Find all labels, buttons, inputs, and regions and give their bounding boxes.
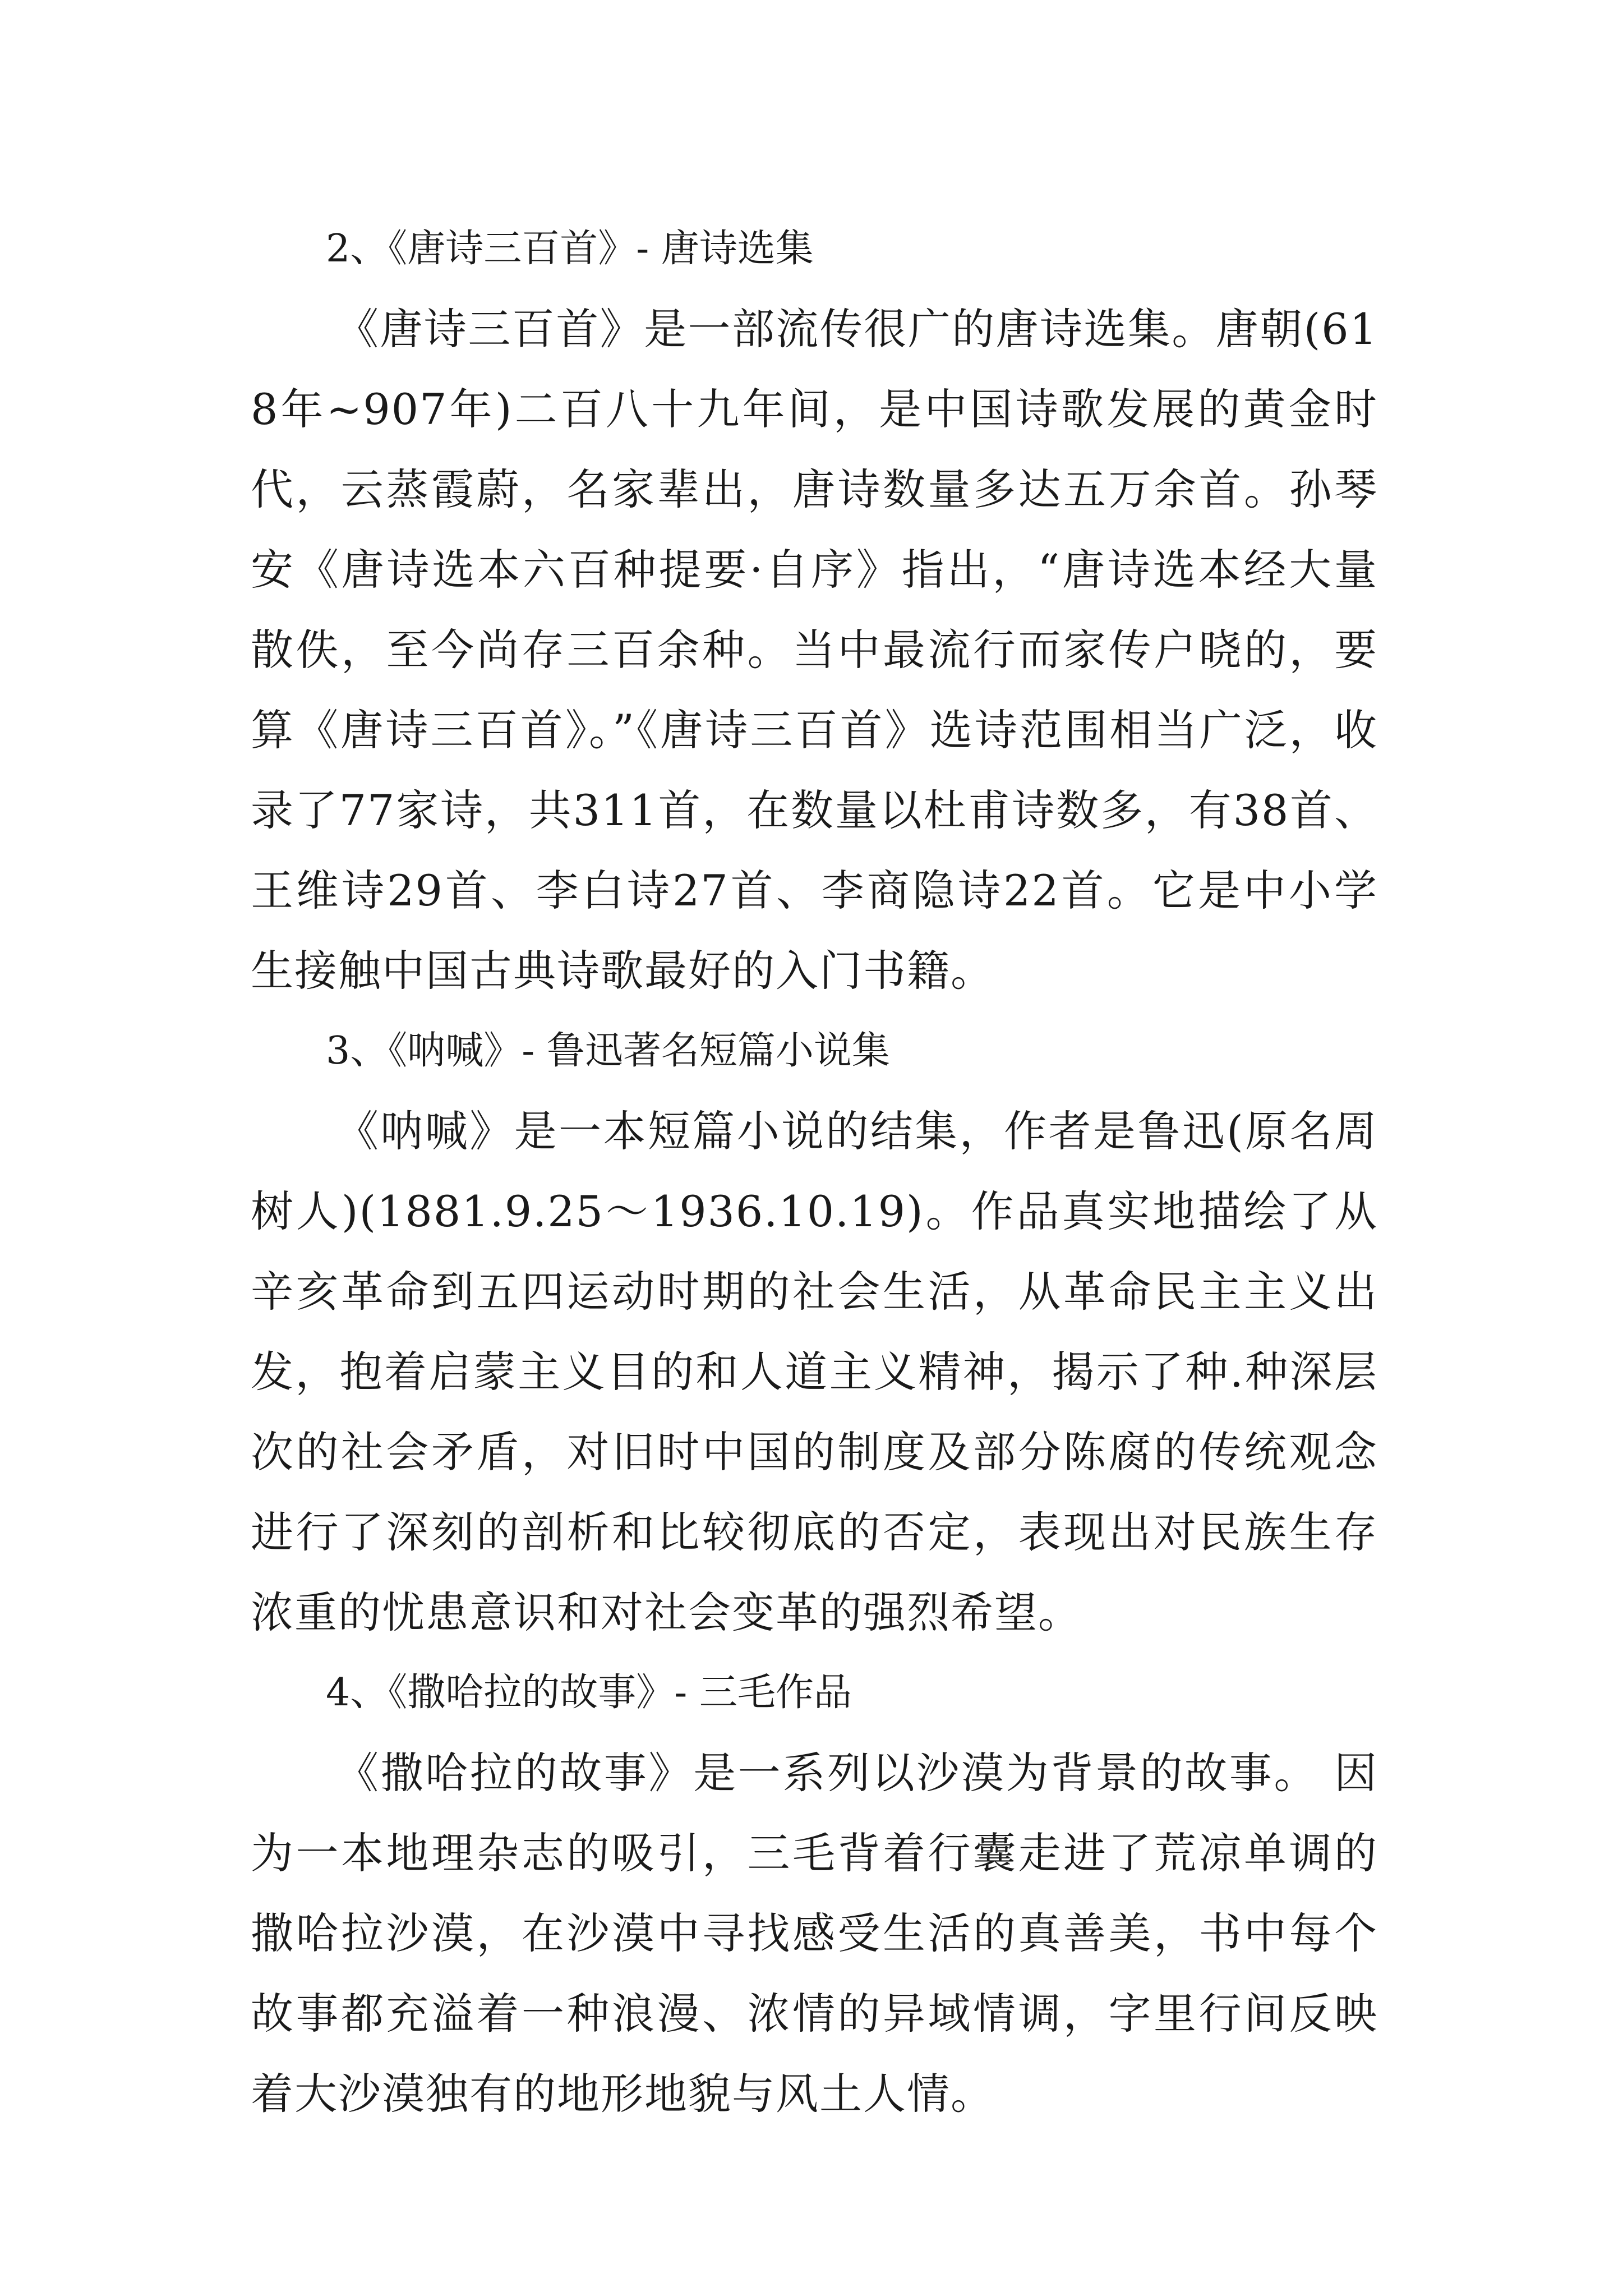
section-heading-nahan: 3、《呐喊》- 鲁迅著名短篇小说集 — [326, 1029, 890, 1073]
section-heading-tang-poems: 2、《唐诗三百首》- 唐诗选集 — [326, 227, 814, 271]
section-paragraph-nahan: 《呐喊》是一本短篇小说的结集，作者是鲁迅(原名周树人)(1881.9.25～1936.10.19)。作品真实地描绘了从辛亥革命到五四运动时期的社会生活，从革命民主主义出发，抱着启蒙主义目的和人道主义精神，揭示了种.种深层次的社会矛盾，对旧时中国的制度及部分陈腐的传统观念进行了深刻的剖析和比较彻底的否定，表现出对民族生存浓重的忧患意识和对社会变革的强烈希望。 — [251, 1106, 1378, 1637]
section-heading-sahara: 4、《撒哈拉的故事》- 三毛作品 — [326, 1671, 852, 1715]
document-body — [251, 209, 1378, 2134]
section-paragraph-tang-poems: 《唐诗三百首》是一部流传很广的唐诗选集。唐朝(618年~907年)二百八十九年间，是中国诗歌发展的黄金时代，云蒸霞蔚，名家辈出，唐诗数量多达五万余首。孙琴安《唐诗选本六百种提要·自序》指出，“唐诗选本经大量散佚，至今尚存三百余种。当中最流行而家传户晓的，要算《唐诗三百首》。”《唐诗三百首》选诗范围相当广泛，收录了77家诗，共311首，在数量以杜甫诗数多，有38首、王维诗29首、李白诗27首、李商隐诗22首。它是中小学生接触中国古典诗歌最好的入门书籍。 — [251, 304, 1378, 996]
section-paragraph-sahara: 《撒哈拉的故事》是一系列以沙漠为背景的故事。 因为一本地理杂志的吸引，三毛背着行囊走进了荒凉单调的撒哈拉沙漠，在沙漠中寻找感受生活的真善美，书中每个故事都充溢着一种浪漫、浓情的异域情调，字里行间反映着大沙漠独有的地形地貌与风土人情。 — [251, 1748, 1378, 2119]
